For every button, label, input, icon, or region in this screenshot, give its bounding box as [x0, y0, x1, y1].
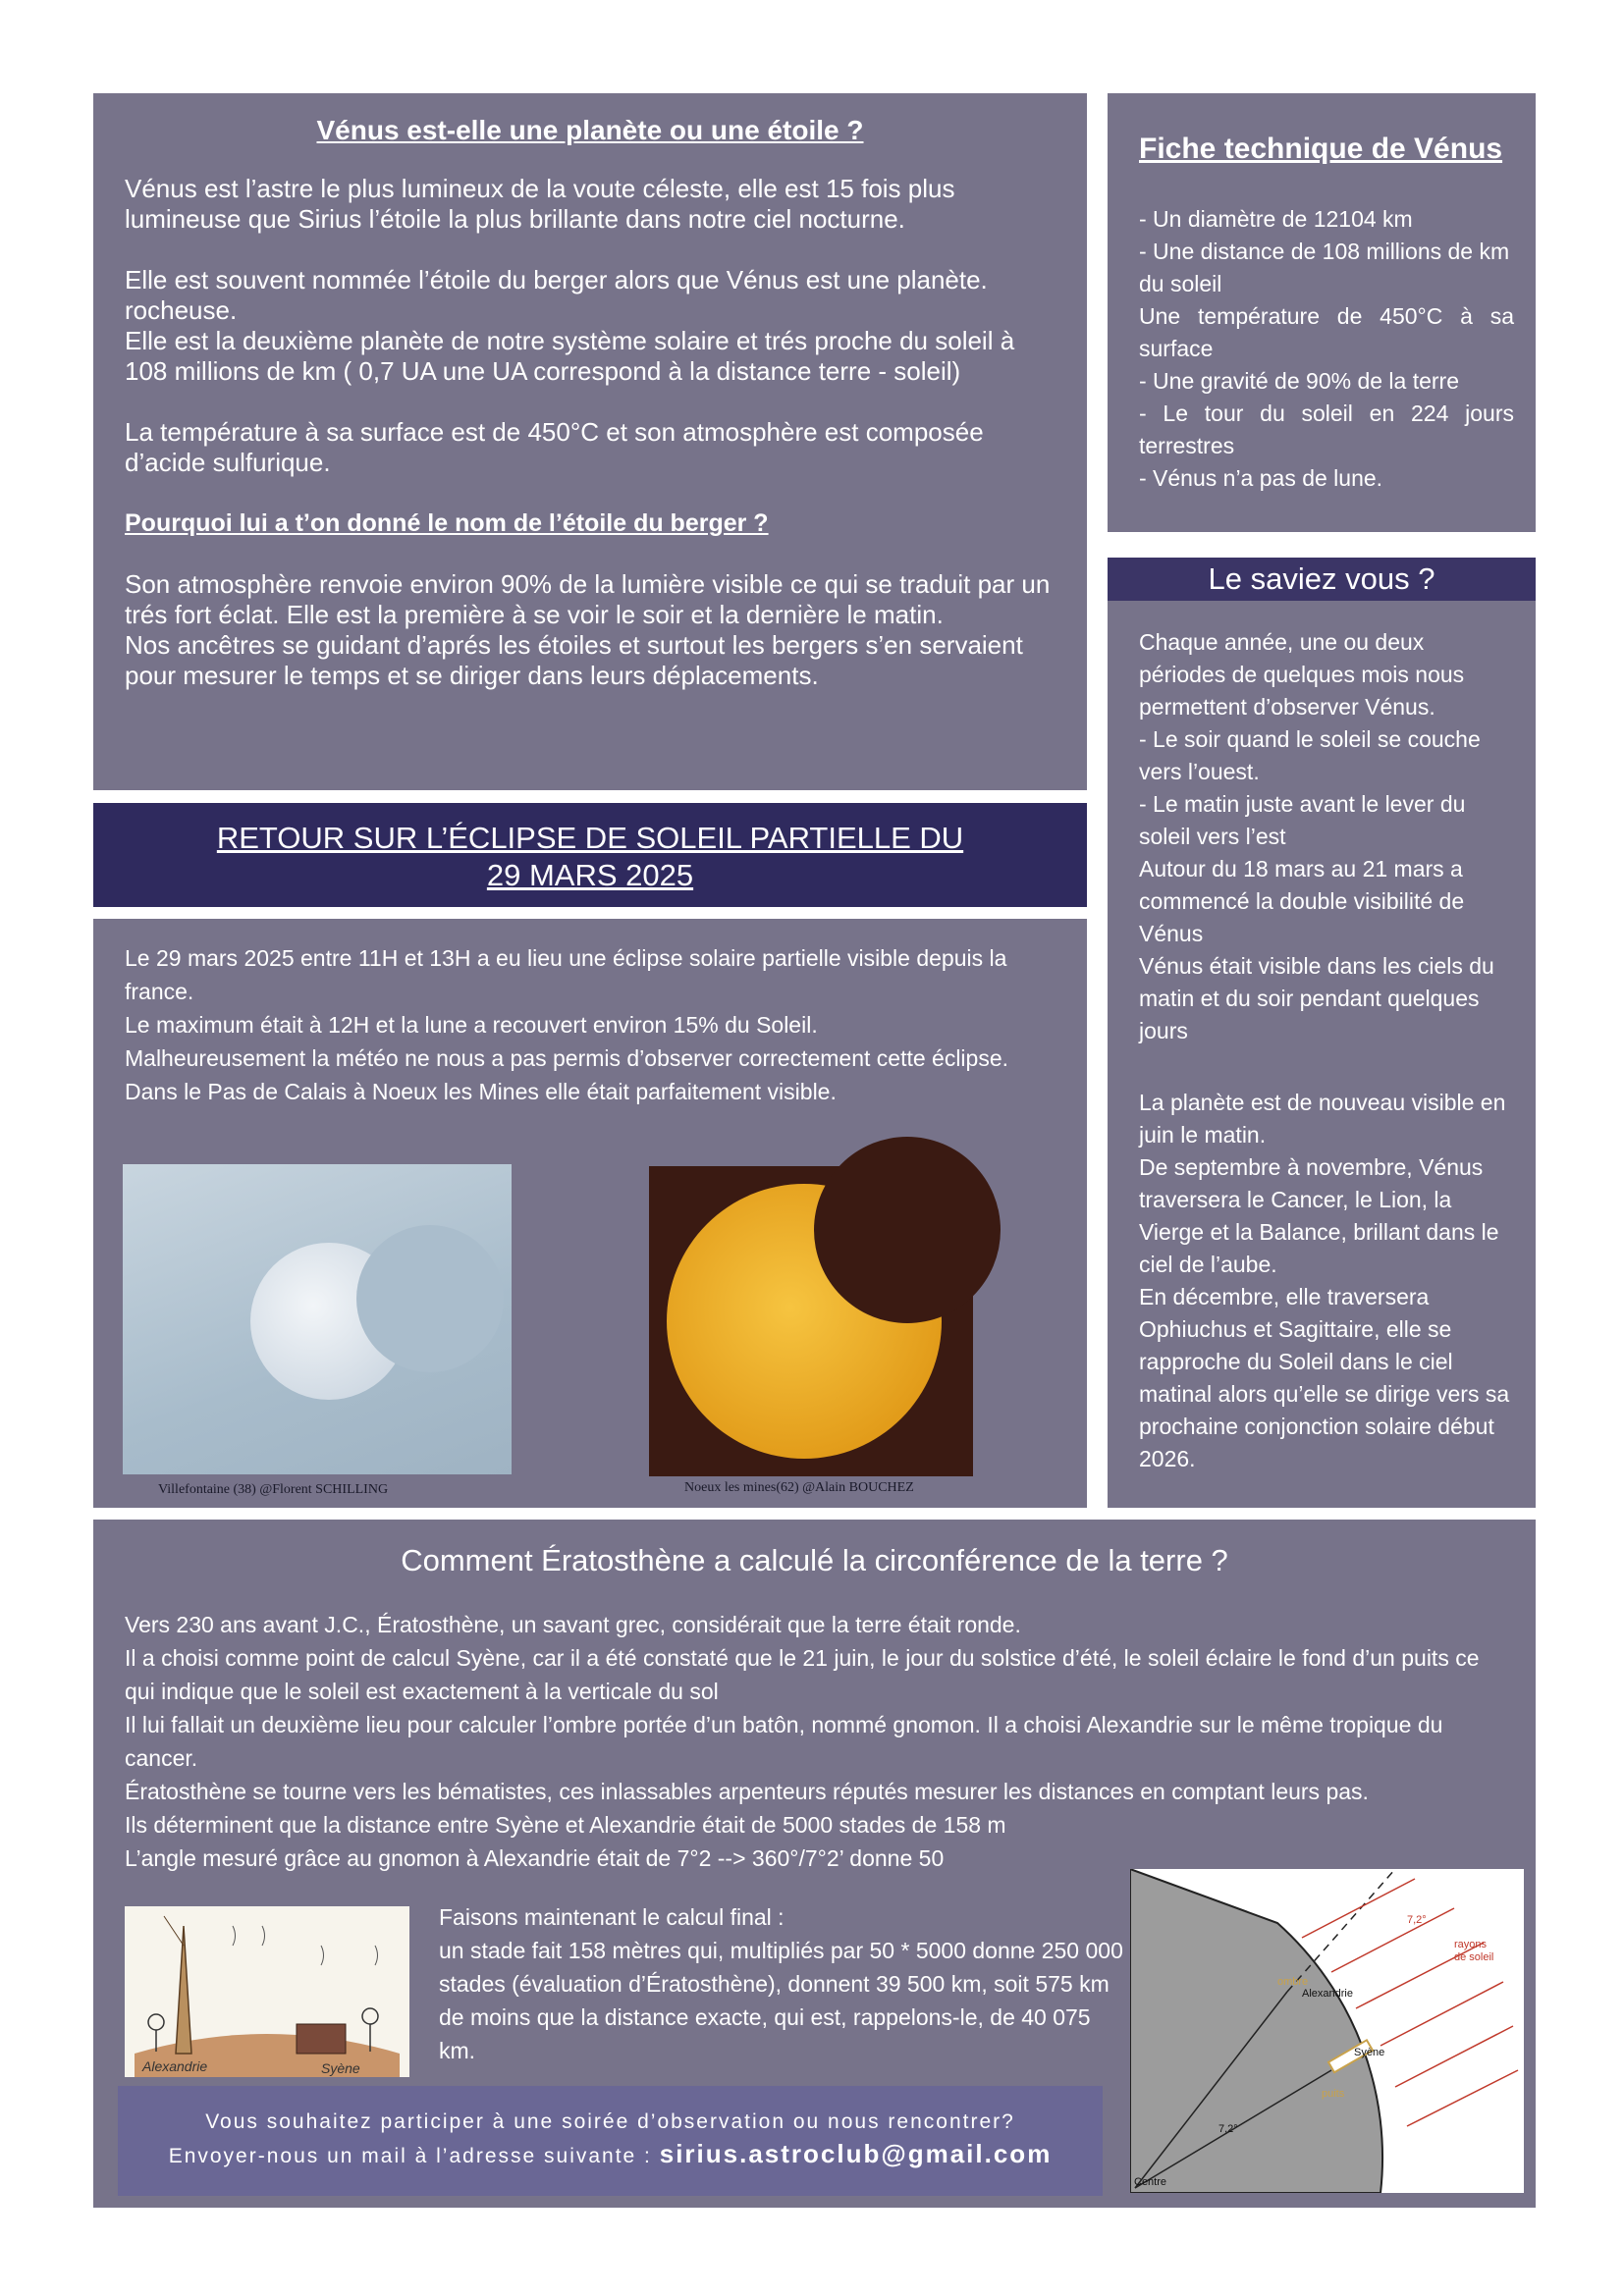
sketch-label: Alexandrie — [142, 2058, 208, 2074]
diagram-label: 7,2° — [1218, 2123, 1238, 2135]
saviez-paragraph: De septembre à novembre, Vénus traversera le Cancer, le Lion, la Vierge et la Balance, brillant dans le ciel de l’aube. — [1139, 1154, 1499, 1277]
eclipse-paragraph: Le maximum était à 12H et la lune a recouvert environ 15% du Soleil. — [125, 1012, 818, 1038]
saviez-title: Le saviez vous ? — [1108, 558, 1536, 601]
contact-email[interactable]: sirius.astroclub@gmail.com — [659, 2139, 1053, 2168]
eclipse-title-line2: 29 MARS 2025 — [486, 858, 694, 892]
fiche-item: Une température de 450°C à sa surface — [1139, 303, 1514, 361]
venus-paragraph: Nos ancêtres se guidant d’aprés les étoiles et surtout les bergers s’en servaient pour mesurer le temps et se diriger dans leurs déplacements. — [125, 630, 1023, 690]
diagram-label: de soleil — [1454, 1951, 1494, 1963]
saviez-paragraph: - Le matin juste avant le lever du soleil vers l’est — [1139, 791, 1466, 849]
erato-line: Ératosthène se tourne vers les bématistes, ces inlassables arpenteurs réputés mesurer les distances en comptant leurs pas. — [125, 1779, 1369, 1804]
erato-line: Il a choisi comme point de calcul Syène, car il a été constaté que le 21 juin, le jour du solstice d’été, le soleil éclaire le fond d’un puits ce qui indique que le soleil est exactement à la verticale du sol — [125, 1645, 1480, 1704]
le-saviez-vous — [1108, 558, 1536, 1508]
diagram-label: ombre — [1277, 1976, 1309, 1988]
eclipse-title-line1: RETOUR SUR L’ÉCLIPSE DE SOLEIL PARTIELLE DU — [216, 821, 964, 855]
eratosthene-diagram — [1130, 1869, 1524, 2193]
eclipse-paragraph: Le 29 mars 2025 entre 11H et 13H a eu lieu une éclipse solaire partielle visible depuis la france. — [125, 945, 1007, 1004]
eclipse-paragraph: Malheureusement la météo ne nous a pas permis d’observer correctement cette éclipse. Dans le Pas de Calais à Noeux les Mines elle était parfaitement visible. — [125, 1045, 1009, 1104]
photo-caption: Villefontaine (38) @Florent SCHILLING — [158, 1482, 389, 1497]
venus-paragraph: La température à sa surface est de 450°C et son atmosphère est composée d’acide sulfurique. — [125, 417, 984, 477]
sketch-illustration — [125, 1906, 409, 2077]
erato-line: Vers 230 ans avant J.C., Ératosthène, un savant grec, considérait que la terre était ronde. — [125, 1612, 1021, 1637]
saviez-paragraph: La planète est de nouveau visible en juin le matin. — [1139, 1090, 1506, 1148]
saviez-paragraph: Vénus était visible dans les ciels du matin et du soir pendant quelques jours — [1139, 953, 1494, 1043]
contact-banner — [118, 2086, 1103, 2196]
venus-title: Vénus est-elle une planète ou une étoile ? — [316, 115, 864, 145]
venus-paragraph: Elle est la deuxième planète de notre système solaire et trés proche du soleil à 108 millions de km ( 0,7 UA une UA correspond à la distance terre - soleil) — [125, 326, 1015, 386]
diagram-svg — [1130, 1869, 1524, 2193]
final-title: Faisons maintenant le calcul final : — [439, 1904, 785, 1930]
fiche-item: - Un diamètre de 12104 km — [1139, 206, 1413, 232]
venus-subtitle: Pourquoi lui a t’on donné le nom de l’étoile du berger ? — [125, 509, 769, 537]
eratosthene-sketch — [125, 1906, 409, 2077]
eclipse-photo-villefontaine — [123, 1164, 512, 1474]
contact-line2: Envoyer-nous un mail à l’adresse suivante : — [168, 2145, 652, 2167]
photo-caption: Noeux les mines(62) @Alain BOUCHEZ — [684, 1480, 914, 1495]
contact-line1: Vous souhaitez participer à une soirée d’observation ou nous rencontrer? — [205, 2110, 1015, 2133]
venus-article — [93, 93, 1087, 790]
venus-paragraph: Vénus est l’astre le plus lumineux de la voute céleste, elle est 15 fois plus lumineuse que Sirius l’étoile la plus brillante dans notre ciel nocturne. — [125, 174, 955, 234]
fiche-technique — [1108, 93, 1536, 532]
eratosthene-article — [93, 1520, 1536, 2208]
eclipse-title — [93, 803, 1087, 907]
fiche-item: - Une distance de 108 millions de km du soleil — [1139, 239, 1510, 296]
diagram-label: Alexandrie — [1302, 1988, 1353, 2000]
saviez-paragraph: Chaque année, une ou deux périodes de quelques mois nous permettent d’observer Vénus. — [1139, 629, 1465, 720]
final-text: un stade fait 158 mètres qui, multipliés par 50 * 5000 donne 250 000 stades (évaluation d’Ératosthène), donnent 39 500 km, soit 575 km de moins que la distance exacte, qui est, rappelons-le, de 40 075 km. — [439, 1938, 1123, 2063]
eclipse-article — [93, 919, 1087, 1508]
diagram-label: Centre — [1134, 2176, 1167, 2188]
moon-shape — [814, 1137, 1001, 1323]
saviez-paragraph: - Le soir quand le soleil se couche vers l’ouest. — [1139, 726, 1481, 784]
saviez-paragraph: En décembre, elle traversera Ophiuchus et Sagittaire, elle se rapproche du Soleil dans le ciel matinal alors qu’elle se dirige vers sa prochaine conjonction solaire début 2026. — [1139, 1284, 1510, 1471]
erato-line: Ils déterminent que la distance entre Syène et Alexandrie était de 5000 stades de 158 m — [125, 1812, 1006, 1838]
venus-paragraph: Elle est souvent nommée l’étoile du berger alors que Vénus est une planète. rocheuse. — [125, 265, 988, 325]
erato-line: Il lui fallait un deuxième lieu pour calculer l’ombre portée d’un batôn, nommé gnomon. Il a choisi Alexandrie sur le même tropique du cancer. — [125, 1712, 1443, 1771]
fiche-title: Fiche technique de Vénus — [1139, 133, 1503, 165]
fiche-item: - Vénus n’a pas de lune. — [1139, 465, 1383, 491]
diagram-label: puits — [1322, 2088, 1345, 2100]
venus-paragraph: Son atmosphère renvoie environ 90% de la lumière visible ce qui se traduit par un trés fort éclat. Elle est la première à se voir le soir et la dernière le matin. — [125, 569, 1051, 629]
diagram-label: Syène — [1354, 2047, 1385, 2058]
diagram-label: 7,2° — [1407, 1914, 1427, 1926]
saviez-paragraph: Autour du 18 mars au 21 mars a commencé la double visibilité de Vénus — [1139, 856, 1465, 946]
sketch-label: Syène — [321, 2060, 360, 2076]
moon-shape — [356, 1225, 504, 1372]
erato-line: L’angle mesuré grâce au gnomon à Alexandrie était de 7°2 --> 360°/7°2’ donne 50 — [125, 1845, 945, 1871]
erato-title: Comment Ératosthène a calculé la circonférence de la terre ? — [401, 1543, 1228, 1577]
fiche-item: - Le tour du soleil en 224 jours terrestres — [1139, 400, 1514, 458]
diagram-label: rayons — [1454, 1939, 1488, 1950]
eclipse-photo-noeux — [649, 1166, 973, 1476]
fiche-item: - Une gravité de 90% de la terre — [1139, 368, 1460, 394]
